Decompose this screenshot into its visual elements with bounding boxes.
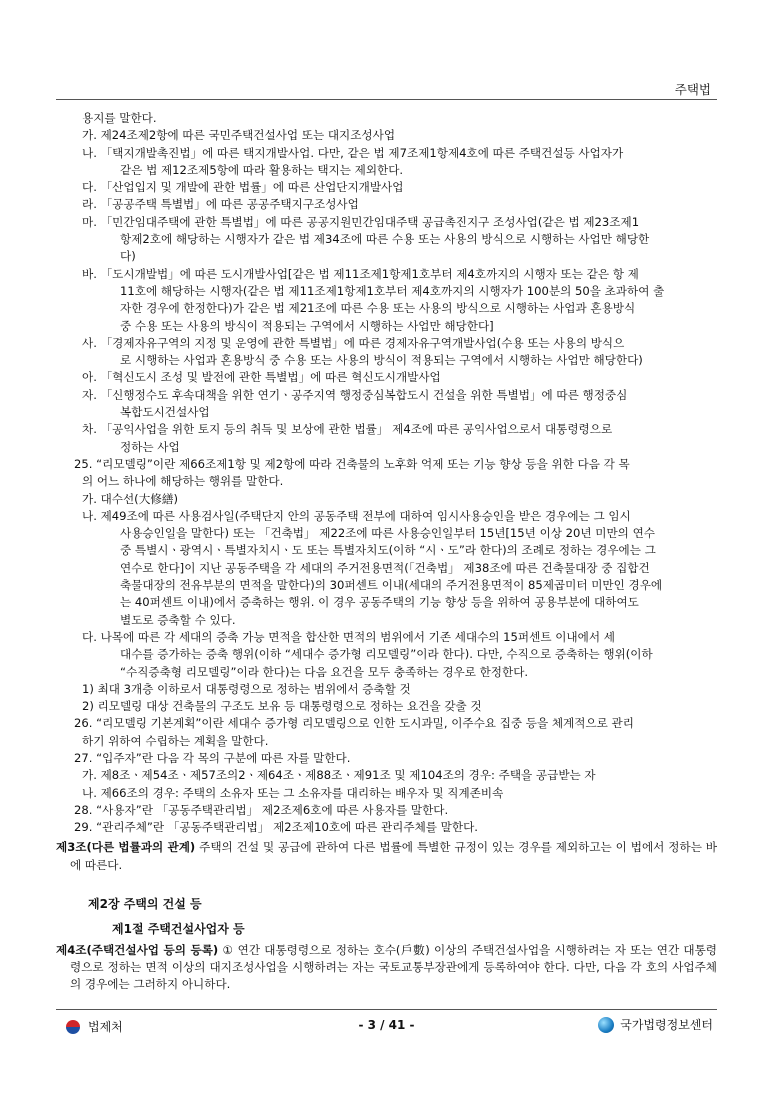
text-line: 아. 「혁신도시 조성 및 발전에 관한 특별법」에 따른 혁신도시개발사업 <box>82 370 441 385</box>
text-line: 29. “관리주체”란 「공동주택관리법」 제2조제10호에 따른 관리주체를 말한다. <box>74 820 478 835</box>
article-3-body: 주택의 건설 및 공급에 관하여 다른 법률에 특별한 규정이 있는 경우를 제외하고는 이 법에서 정하는 바에 따른다. <box>70 840 718 872</box>
text-line: 가. 대수선(大修繕) <box>82 491 178 506</box>
text-line: 다. 나목에 따른 각 세대의 증축 가능 면적을 합산한 면적의 범위에서 기존 세대수의 15퍼센트 이내에서 세 <box>82 629 615 644</box>
globe-logo-icon <box>598 1017 614 1033</box>
text-line: 로 시행하는 사업과 혼용방식 중 수용 또는 사용의 방식이 적용되는 구역에서 시행하는 사업만 해당한다) <box>120 353 643 368</box>
text-line: 용지를 말한다. <box>82 111 157 125</box>
page-header-title: 주택법 <box>674 82 711 97</box>
text-line: 차. 「공익사업을 위한 토지 등의 취득 및 보상에 관한 법률」 제4조에 따른 공익사업으로서 대통령령으로 <box>82 422 613 437</box>
text-line: 연수로 한다]이 지난 공동주택을 각 세대의 주거전용면적(「건축법」 제38조에 따른 건축물대장 중 집합건 <box>120 560 650 575</box>
text-line: 2) 리모델링 대상 건축물의 구조도 보유 등 대통령령으로 정하는 요건을 갖출 것 <box>82 699 482 714</box>
text-line: 같은 법 제12조제5항에 따라 활용하는 택지는 제외한다. <box>120 162 404 177</box>
article-3 <box>56 839 717 874</box>
text-line: 의 어느 하나에 해당하는 행위를 말한다. <box>82 474 284 489</box>
text-line: 대수를 증가하는 증축 행위(이하 “세대수 증가형 리모델링”이라 한다). 다만, 수직으로 증축하는 행위(이하 <box>120 647 653 662</box>
article-4 <box>56 942 717 994</box>
text-line: 26. “리모델링 기본계획”이란 세대수 증가형 리모델링으로 인한 도시과밀, 이주수요 집중 등을 체계적으로 관리 <box>74 716 634 731</box>
text-line: 1) 최대 3개층 이하로서 대통령령으로 정하는 범위에서 증축할 것 <box>82 681 411 696</box>
text-line: 나. 「택지개발촉진법」에 따른 택지개발사업. 다만, 같은 법 제7조제1항제4호에 따른 주택건설등 사업자가 <box>82 145 624 160</box>
text-line: 중 수용 또는 사용의 방식이 적용되는 구역에서 시행하는 사업만 해당한다] <box>120 318 494 333</box>
text-line: 가. 제8조ㆍ제54조ㆍ제57조의2ㆍ제64조ㆍ제88조ㆍ제91조 및 제104조의 경우: 주택을 공급받는 자 <box>82 768 596 783</box>
text-line: 가. 제24조제2항에 따른 국민주택건설사업 또는 대지조성사업 <box>82 128 396 143</box>
header-rule <box>56 99 717 100</box>
text-line: 마. 「민간임대주택에 관한 특별법」에 따른 공공지원민간임대주택 공급촉진지구 조성사업(같은 법 제23조제1 <box>82 214 640 229</box>
text-line: 25. “리모델링”이란 제66조제1항 및 제2항에 따라 건축물의 노후화 억제 또는 기능 향상 등을 위한 다음 각 목 <box>74 456 630 471</box>
text-line: 27. “입주자”란 다음 각 목의 구분에 따른 자를 말한다. <box>74 750 351 765</box>
text-line: 11호에 해당하는 시행자(같은 법 제11조제1항제1호부터 제4호까지의 시행자가 100분의 50을 초과하여 출 <box>120 283 665 298</box>
text-line: 나. 제66조의 경우: 주택의 소유자 또는 그 소유자를 대리하는 배우자 및 직계존비속 <box>82 785 504 800</box>
chapter-heading: 제2장 주택의 건설 등 <box>88 897 202 912</box>
text-line: 다) <box>120 249 136 264</box>
text-line: 나. 제49조에 따른 사용검사일(주택단지 안의 공동주택 전부에 대하여 임시사용승인을 받은 경우에는 그 임시 <box>82 508 631 523</box>
text-line: 다. 「산업입지 및 개발에 관한 법률」에 따른 산업단지개발사업 <box>82 180 404 195</box>
text-line: 별도로 증축할 수 있다. <box>120 612 236 627</box>
footer-publisher: 법제처 <box>88 1020 123 1034</box>
text-line: 사. 「경제자유구역의 지정 및 운영에 관한 특별법」에 따른 경제자유구역개발사업(수용 또는 사용의 방식으 <box>82 335 625 350</box>
text-line: 하기 위하여 수립하는 계획을 말한다. <box>82 733 269 748</box>
text-line: 중 특별시ㆍ광역시ㆍ특별자치시ㆍ도 또는 특별자치도(이하 “시ㆍ도”라 한다)의 조례로 정하는 경우에는 그 <box>120 543 656 558</box>
text-line: 는 40퍼센트 이내)에서 증축하는 행위. 이 경우 공동주택의 기능 향상 등을 위하여 공용부분에 대하여도 <box>120 595 639 610</box>
article-3-heading: 제3조(다른 법률과의 관계) <box>56 840 196 855</box>
text-line: 바. 「도시개발법」에 따른 도시개발사업[같은 법 제11조제1항제1호부터 제4호까지의 시행자 또는 같은 항 제 <box>82 266 639 281</box>
footer-right <box>598 1016 713 1033</box>
text-line: 라. 「공공주택 특별법」에 따른 공공주택지구조성사업 <box>82 197 359 212</box>
section-heading: 제1절 주택건설사업자 등 <box>112 922 245 937</box>
text-line: 항제2호에 해당하는 시행자가 같은 법 제34조에 따른 수용 또는 사용의 방식으로 시행하는 사업만 해당한 <box>120 232 650 247</box>
text-line: 자한 경우에 한정한다)가 같은 법 제21조에 따른 수용 또는 사용의 방식으로 시행하는 사업과 혼용방식 <box>120 301 636 316</box>
footer-rule <box>56 1009 717 1010</box>
article-4-body: ① 연간 대통령령으로 정하는 호수(戶數) 이상의 주택건설사업을 시행하려는 자 또는 연간 대통령령으로 정하는 면적 이상의 대지조성사업을 시행하려는 자는 국토교통부장관에게 등록하여야 한다. 다만, 다음 각 호의 사업주체의 경우에는 그러하지 아니하다. <box>70 942 717 992</box>
text-line: 정하는 사업 <box>120 439 180 454</box>
text-line: 축물대장의 전유부분의 면적을 말한다)의 30퍼센트 이내(세대의 주거전용면적이 85제곱미터 미만인 경우에 <box>120 578 663 593</box>
text-line: 사용승인일을 말한다) 또는 「건축법」 제22조에 따른 사용승인일부터 15년[15년 이상 20년 미만의 연수 <box>120 526 655 541</box>
text-line: 자. 「신행정수도 후속대책을 위한 연기ㆍ공주지역 행정중심복합도시 건설을 위한 특별법」에 따른 행정중심 <box>82 387 628 402</box>
page-number: - 3 / 41 - <box>358 1018 415 1032</box>
document-body <box>56 110 717 994</box>
footer-source: 국가법령정보센터 <box>620 1018 713 1032</box>
article-4-heading: 제4조(주택건설사업 등의 등록) <box>56 942 219 957</box>
text-line: “수직증축형 리모델링”이라 한다)는 다음 요건을 모두 충족하는 경우로 한정한다. <box>120 664 529 679</box>
text-line: 28. “사용자”란 「공동주택관리법」 제2조제6호에 따른 사용자를 말한다. <box>74 802 449 817</box>
text-line: 복합도시건설사업 <box>120 405 210 420</box>
